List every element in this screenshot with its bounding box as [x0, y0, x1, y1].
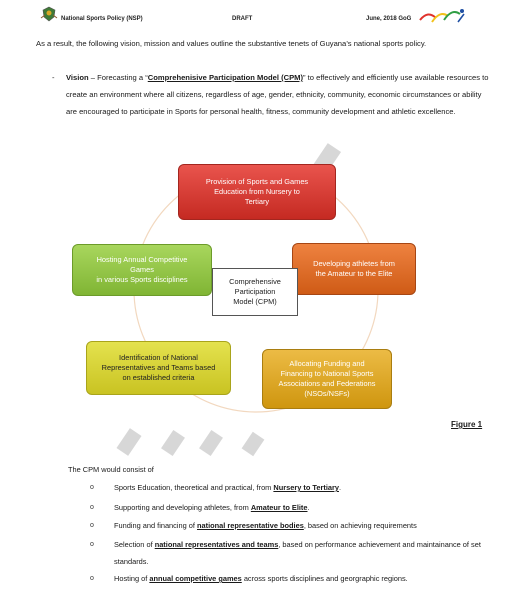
node-hosting	[72, 244, 212, 296]
center-box	[212, 268, 298, 316]
node-representatives	[86, 341, 231, 395]
list-item	[114, 517, 492, 534]
item-emphasis: Nursery to Tertiary	[273, 483, 339, 492]
center-label: Comprehensive Participation Model (CPM)	[229, 277, 281, 306]
list-marker: o	[90, 541, 94, 548]
vision-label: Vision	[66, 73, 89, 82]
node-education-label: Provision of Sports and Games Education from Nursery to Tertiary	[205, 177, 309, 206]
list-item	[114, 536, 492, 570]
item-text: , based on performance achievement and maintainance of set standards.	[114, 540, 481, 566]
item-emphasis: Amateur to Elite	[250, 503, 308, 512]
header-date: June, 2018 GoG	[366, 16, 412, 22]
vision-text-a: – Forecasting a “	[88, 73, 148, 82]
document-title: National Sports Policy (NSP)	[61, 16, 143, 22]
list-item	[114, 479, 492, 496]
item-text: Hosting of	[114, 574, 150, 583]
node-education	[178, 164, 336, 220]
list-item	[114, 570, 492, 587]
item-emphasis: national representative bodies	[197, 521, 304, 530]
cpm-intro: The CPM would consist of	[68, 465, 154, 474]
cpm-model-name: Comprehenisive Participation Model (CPM)	[147, 73, 304, 82]
item-text: Selection of	[114, 540, 155, 549]
list-marker: o	[90, 504, 94, 511]
list-marker: o	[90, 484, 94, 491]
item-text: across sports disciplines and georgraphic regions.	[241, 574, 408, 583]
item-text: .	[338, 483, 342, 492]
node-funding-label: Allocating Funding and Financing to National Sports Associations and Federations (NSOs/NSFs)	[278, 359, 376, 398]
item-emphasis: national representatives and teams	[154, 540, 279, 549]
intro-paragraph: As a result, the following vision, mission and values outline the substantive tenets of Guyana’s national sports policy.	[36, 39, 427, 48]
item-text: , based on achieving requirements	[303, 521, 417, 530]
list-item	[114, 499, 492, 516]
item-text: Supporting and developing athletes, from	[114, 503, 251, 512]
list-marker: o	[90, 575, 94, 582]
node-representatives-label: Identification of National Representatives and Teams based on established criteria	[101, 353, 216, 382]
item-text: Sports Education, theoretical and practical, from	[114, 483, 274, 492]
vision-text-b: ” to effectively and efficiently use available resources to create an environment where all citizens, regardless of age, gender, ethnicity, community, economic circumstances or ability are encouraged to participate in Sports for personal health, fitness, community development and athletic excellence.	[66, 73, 489, 116]
item-emphasis: annual competitive games	[149, 574, 242, 583]
node-athletes	[292, 243, 416, 295]
item-text: Funding and financing of	[114, 521, 198, 530]
node-athletes-label: Developing athletes from the Amateur to the Elite	[313, 259, 395, 278]
node-funding	[262, 349, 392, 409]
node-hosting-label: Hosting Annual Competitive Games in various Sports disciplines	[96, 255, 188, 284]
figure-label: Figure 1	[451, 420, 483, 429]
item-text: .	[307, 503, 310, 512]
vision-bullet: -	[52, 73, 55, 82]
list-marker: o	[90, 522, 94, 529]
draft-label: DRAFT	[232, 16, 253, 22]
